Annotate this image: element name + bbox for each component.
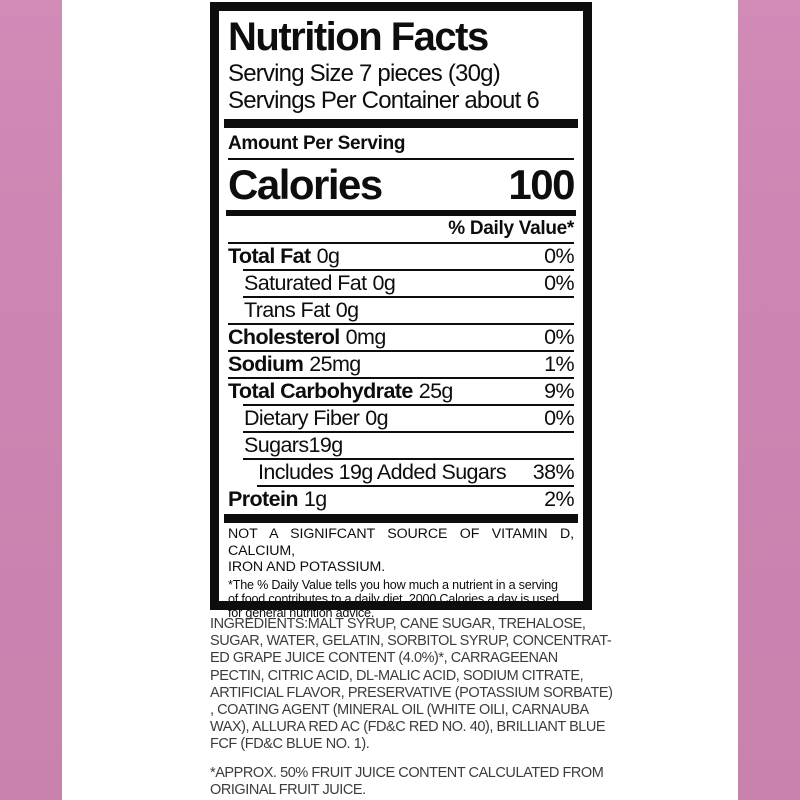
nutrient-dv: 1% bbox=[544, 352, 574, 376]
nutrient-amount: 0g bbox=[365, 406, 388, 430]
nutrient-name: Total Fat bbox=[228, 244, 311, 268]
nutrition-facts-label bbox=[210, 2, 592, 620]
ingredients-line: , COATING AGENT (MINERAL OIL (WHITE OILI, CARNAUBA bbox=[210, 702, 589, 719]
daily-value-header: % Daily Value* bbox=[448, 218, 574, 239]
nutrient-amount: 0g bbox=[316, 244, 340, 268]
ingredients-line: FCF (FD&C BLUE NO. 1). bbox=[210, 736, 370, 753]
nutrient-name: Protein bbox=[228, 487, 298, 511]
footnote-line: *The % Daily Value tells you how much a nutrient in a serving bbox=[228, 577, 558, 592]
ingredients-text bbox=[210, 616, 613, 754]
nutrient-amount: 0g bbox=[372, 271, 396, 295]
nutrient-row-total-fat bbox=[228, 244, 574, 269]
ingredients-line: INGREDIENTS:MALT SYRUP, CANE SUGAR, TREHALOSE, bbox=[210, 616, 586, 632]
nutrient-row-sugars bbox=[228, 433, 574, 458]
nutrient-row-cholesterol bbox=[228, 325, 574, 350]
nutrient-row-total-carbohydrate bbox=[228, 379, 574, 404]
ingredients-line: WAX), ALLURA RED AC (FD&C RED NO. 40), BRILLIANT BLUE bbox=[210, 719, 606, 736]
nutrient-name: Sodium bbox=[228, 352, 304, 376]
calories-value: 100 bbox=[508, 161, 574, 208]
ingredients-line: ARTIFICIAL FLAVOR, PRESERVATIVE (POTASSIUM SORBATE) bbox=[210, 684, 613, 701]
calories-row bbox=[228, 160, 574, 210]
daily-value-footnote bbox=[228, 578, 574, 620]
nutrient-amount: 0mg bbox=[345, 325, 386, 349]
nutrient-name: Total Carbohydrate bbox=[228, 379, 413, 403]
amount-per-serving-label: Amount Per Serving bbox=[228, 133, 406, 154]
nutrient-amount: 1g bbox=[303, 487, 327, 511]
nutrient-name: Sugars19g bbox=[244, 433, 343, 457]
footnote-line: for general nutrition advice. bbox=[228, 605, 375, 620]
nutrient-row-sodium bbox=[228, 352, 574, 377]
ingredients-line: SUGAR, WATER, GELATIN, SORBITOL SYRUP, CONCENTRAT- bbox=[210, 633, 612, 650]
footnote-line: of food contributes to a daily diet. 2000 Calories a day is used bbox=[228, 591, 559, 606]
nutrient-dv: 9% bbox=[544, 379, 574, 403]
nutrient-name: Trans Fat bbox=[244, 298, 330, 322]
nutrient-amount: 25g bbox=[418, 379, 453, 403]
right-pink-strip bbox=[738, 0, 800, 800]
label-title: Nutrition Facts bbox=[228, 15, 488, 59]
juice-note-line: ORIGINAL FRUIT JUICE. bbox=[210, 782, 366, 799]
not-significant-line: IRON AND POTASSIUM. bbox=[228, 559, 386, 575]
nutrient-name: Cholesterol bbox=[228, 325, 340, 349]
nutrient-dv: 0% bbox=[544, 406, 574, 430]
calories-label: Calories bbox=[228, 161, 382, 208]
nutrient-row-saturated-fat bbox=[228, 271, 574, 296]
nutrient-dv: 2% bbox=[544, 487, 574, 511]
left-pink-strip bbox=[0, 0, 62, 800]
nutrient-name: Saturated Fat bbox=[244, 271, 367, 295]
separator-bar-thick bbox=[224, 119, 578, 128]
nutrient-row-protein bbox=[228, 487, 574, 512]
nutrient-name: Dietary Fiber bbox=[244, 406, 360, 430]
separator-bar-thick bbox=[224, 514, 578, 523]
nutrient-amount: 0g bbox=[335, 298, 359, 322]
nutrient-amount: 25mg bbox=[309, 352, 361, 376]
nutrient-dv: 0% bbox=[544, 244, 574, 268]
ingredients-line: ED GRAPE JUICE CONTENT (4.0%)*, CARRAGEENAN bbox=[210, 650, 558, 667]
nutrient-row-dietary-fiber bbox=[228, 406, 574, 431]
serving-size-text: Serving Size 7 pieces (30g) bbox=[228, 60, 500, 87]
nutrient-dv: 0% bbox=[544, 271, 574, 295]
nutrient-row-added-sugars bbox=[228, 460, 574, 485]
servings-per-container-text: Servings Per Container about 6 bbox=[228, 87, 539, 114]
nutrient-dv: 38% bbox=[532, 460, 574, 484]
not-significant-note bbox=[228, 526, 574, 576]
ingredients-line: PECTIN, CITRIC ACID, DL-MALIC ACID, SODIUM CITRATE, bbox=[210, 667, 584, 684]
nutrient-dv: 0% bbox=[544, 325, 574, 349]
not-significant-line: NOT A SIGNIFCANT SOURCE OF VITAMIN D, CALCIUM, bbox=[228, 526, 574, 559]
juice-content-note bbox=[210, 765, 602, 799]
nutrient-name: Includes 19g Added Sugars bbox=[258, 460, 506, 484]
nutrient-row-trans-fat bbox=[228, 298, 574, 323]
juice-note-line: *APPROX. 50% FRUIT JUICE CONTENT CALCULATED FROM bbox=[210, 765, 604, 781]
